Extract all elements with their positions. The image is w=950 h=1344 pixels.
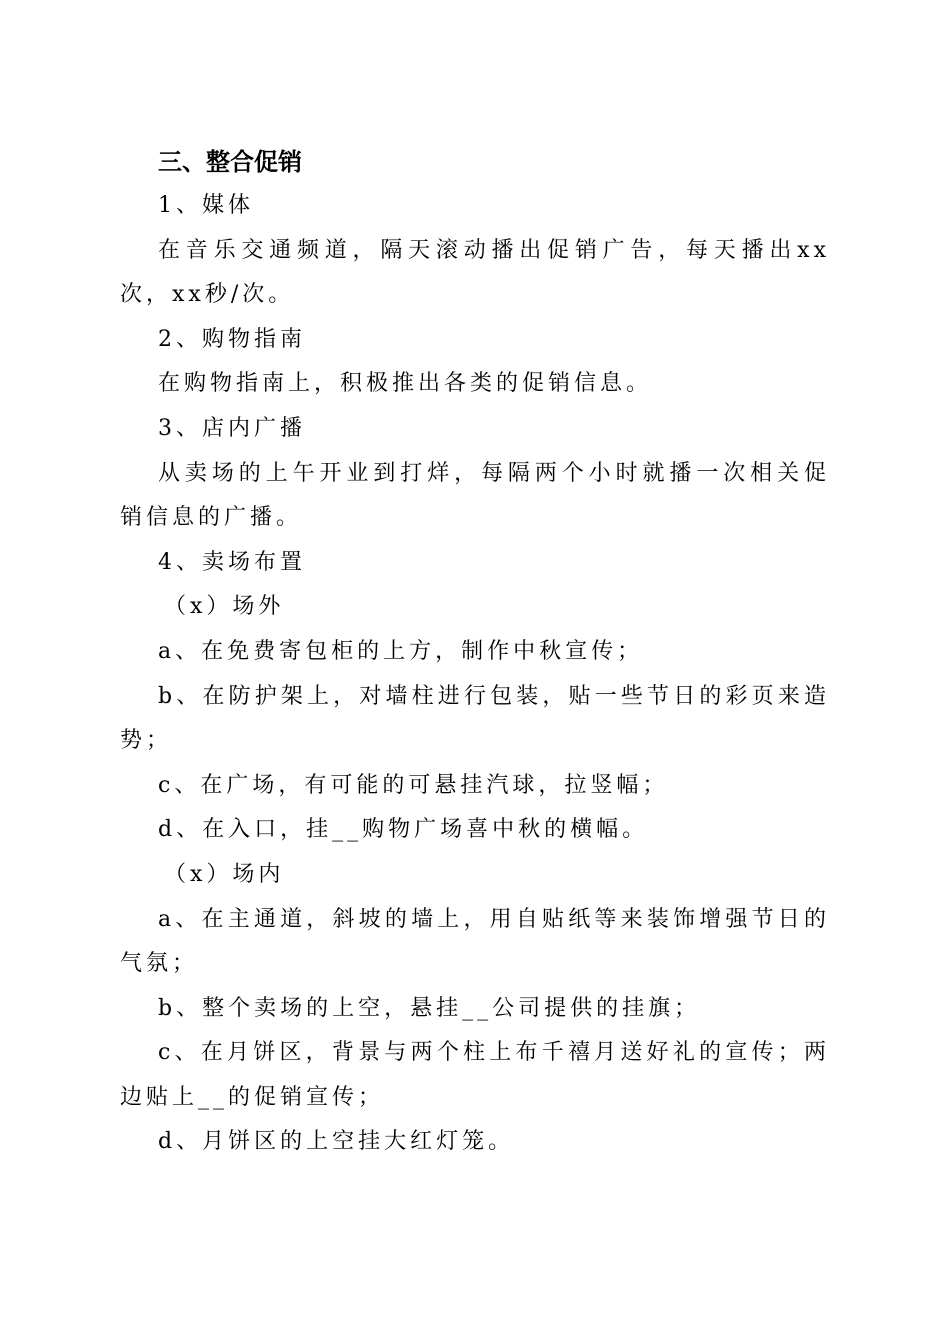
paragraph-outside-a: a、在免费寄包柜的上方，制作中秋宣传； [158,638,644,664]
paragraph-outside-heading: （x）场外 [164,594,285,620]
paragraph-inside-heading: （x）场内 [164,861,285,887]
paragraph-media-heading: 1、媒体 [158,193,254,218]
paragraph-layout-heading: 4、卖场布置 [158,549,306,575]
paragraph-guide-body: 在购物指南上，积极推出各类的促销信息。 [158,371,653,397]
paragraph-inside-a: a、在主通道，斜坡的墙上，用自贴纸等来装饰增强节日的气氛； [120,906,830,977]
paragraph-outside-c: c、在广场，有可能的可悬挂汽球，拉竖幅； [158,772,669,798]
paragraph-broadcast-body: 从卖场的上午开业到打烊，每隔两个小时就播一次相关促销信息的广播。 [120,460,830,531]
paragraph-guide-heading: 2、购物指南 [158,326,306,352]
paragraph-media-body: 在音乐交通频道，隔天滚动播出促销广告，每天播出xx次，xx秒/次。 [120,237,830,308]
paragraph-broadcast-heading: 3、店内广播 [158,415,306,441]
paragraph-outside-b: b、在防护架上，对墙柱进行包装，贴一些节日的彩页来造势； [120,683,830,754]
paragraph-inside-b: b、整个卖场的上空，悬挂__公司提供的挂旗； [158,995,701,1021]
section-title: 三、整合促销 [158,148,302,176]
paragraph-inside-d: d、月饼区的上空挂大红灯笼。 [158,1129,515,1155]
document-body [120,140,830,1165]
paragraph-outside-d: d、在入口，挂__购物广场喜中秋的横幅。 [158,817,649,843]
paragraph-inside-c: c、在月饼区，背景与两个柱上布千禧月送好礼的宣传；两边贴上__的促销宣传； [120,1040,830,1110]
